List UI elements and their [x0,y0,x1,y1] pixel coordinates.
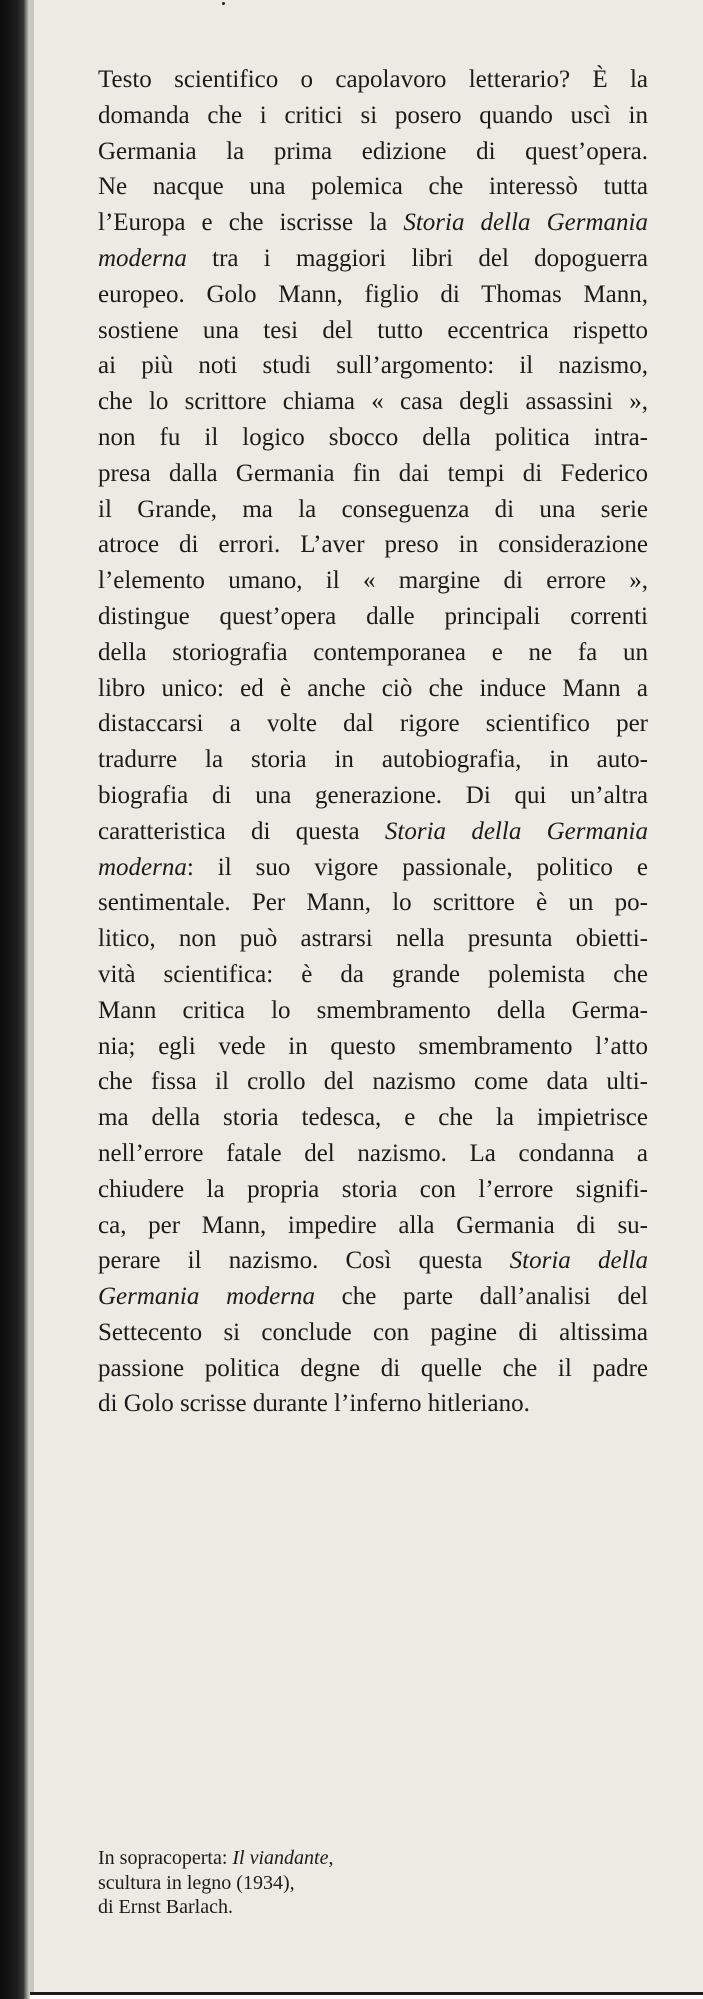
blurb-text: nia; egli vede in questo smembramento l’atto [98,1032,648,1060]
blurb-line [98,169,648,205]
blurb-line [98,492,648,528]
blurb-line [98,778,648,814]
blurb-line [98,742,648,778]
blurb-text: distingue quest’opera dalle principali correnti [98,602,648,630]
cover-credit [98,1846,333,1920]
blurb-text: perare il nazismo. Così questa [98,1247,510,1275]
artwork-title: Il viandante [232,1847,329,1869]
blurb-text: tradurre la storia in autobiografia, in auto- [98,746,648,774]
blurb-text: : il suo vigore passionale, politico e [186,853,648,881]
blurb-line [98,527,648,563]
blurb-line [98,671,648,707]
book-title-italic: Storia della Germania [384,817,648,845]
blurb-line [98,599,648,635]
blurb-line [98,348,648,384]
blurb-text: atroce di errori. L’aver preso in considerazione [98,531,648,559]
blurb-text: l’Europa e che iscrisse la [98,209,404,237]
blurb-text: europeo. Golo Mann, figlio di Thomas Mann, [98,280,648,308]
book-title-italic: Germania moderna [98,1283,315,1311]
blurb-line [98,885,648,921]
blurb-line [98,384,648,420]
book-title-italic: Storia della [509,1247,648,1275]
blurb-line [98,1100,648,1136]
blurb-text: ai più noti studi sull’argomento: il nazismo, [98,352,648,380]
credit-comma: , [328,1847,334,1869]
credit-line-1 [98,1846,333,1871]
blurb-text: il Grande, ma la conseguenza di una serie [98,495,648,523]
credit-line-2: scultura in legno (1934), [98,1871,295,1894]
blurb-line [98,563,648,599]
blurb-line [98,313,648,349]
blurb-line [98,205,648,241]
blurb-text: che fissa il crollo del nazismo come data ulti- [98,1068,648,1096]
blurb-line [98,1386,648,1422]
blurb-text: vità scientifica: è da grande polemista che [98,960,648,988]
credit-prefix: In sopracoperta: [98,1847,233,1869]
blurb-line [98,1243,648,1279]
blurb-line [98,1136,648,1172]
blurb-text: nell’errore fatale del nazismo. La condanna a [98,1139,648,1167]
blurb-line [98,1351,648,1387]
blurb-line [98,277,648,313]
blurb-line [98,993,648,1029]
blurb-text: di Golo scrisse durante l’inferno hitleriano. [98,1390,530,1418]
blurb-text: che parte dall’analisi del [314,1283,648,1311]
blurb-text: della storiografia contemporanea e ne fa un [98,638,648,666]
blurb-text: l’elemento umano, il « margine di errore », [98,567,648,595]
blurb-text: caratteristica di questa [98,817,385,845]
blurb-text: passione politica degne di quelle che il padre [98,1354,648,1382]
blurb-text: Ne nacque una polemica che interessò tutta [98,173,648,201]
blurb-text: che lo scrittore chiama « casa degli assassini », [98,388,648,416]
blurb-text: tra i maggiori libri del dopoguerra [186,244,648,272]
blurb-line [98,957,648,993]
blurb-text: libro unico: ed è anche ciò che induce Mann a [98,674,648,702]
blurb-line [98,1315,648,1351]
blurb-text: chiudere la propria storia con l’errore signifi- [98,1175,648,1203]
blurb-line [98,134,648,170]
blurb-text: distaccarsi a volte dal rigore scientifico per [98,710,648,738]
book-title-italic: Storia della Germania [403,209,648,237]
blurb-line [98,1208,648,1244]
blurb-line [98,456,648,492]
blurb-line [98,814,648,850]
specks-mark [222,2,225,5]
credit-line-3: di Ernst Barlach. [98,1896,233,1918]
blurb-text: non fu il logico sbocco della politica intra- [98,423,648,451]
blurb-line [98,98,648,134]
blurb-line [98,1029,648,1065]
blurb-text: litico, non può astrarsi nella presunta obietti- [98,925,648,953]
blurb-line [98,706,648,742]
blurb-line [98,62,648,98]
jacket-blurb [98,62,648,1422]
book-spine [0,0,30,1999]
blurb-text: Mann critica lo smembramento della Germa- [98,996,648,1024]
blurb-line [98,1279,648,1315]
blurb-text: Germania la prima edizione di quest’opera. [98,137,648,165]
blurb-line [98,241,648,277]
book-title-italic: moderna [98,244,187,272]
blurb-text: domanda che i critici si posero quando uscì in [98,101,648,129]
blurb-text: Settecento si conclude con pagine di altissima [98,1318,648,1346]
blurb-line [98,635,648,671]
blurb-line [98,850,648,886]
book-title-italic: moderna [98,853,187,881]
blurb-text: sostiene una tesi del tutto eccentrica rispetto [98,316,648,344]
blurb-text: ca, per Mann, impedire alla Germania di su- [98,1211,648,1239]
blurb-text: sentimentale. Per Mann, lo scrittore è un po- [98,889,648,917]
blurb-text: biografia di una generazione. Di qui un’altra [98,781,648,809]
blurb-line [98,921,648,957]
blurb-line [98,1172,648,1208]
blurb-line [98,420,648,456]
blurb-text: ma della storia tedesca, e che la impietrisce [98,1104,648,1132]
blurb-line [98,1064,648,1100]
flap-fold-edge [30,0,34,1992]
blurb-text: presa dalla Germania fin dai tempi di Federico [98,459,648,487]
blurb-text: Testo scientifico o capolavoro letterario? È la [98,66,648,93]
